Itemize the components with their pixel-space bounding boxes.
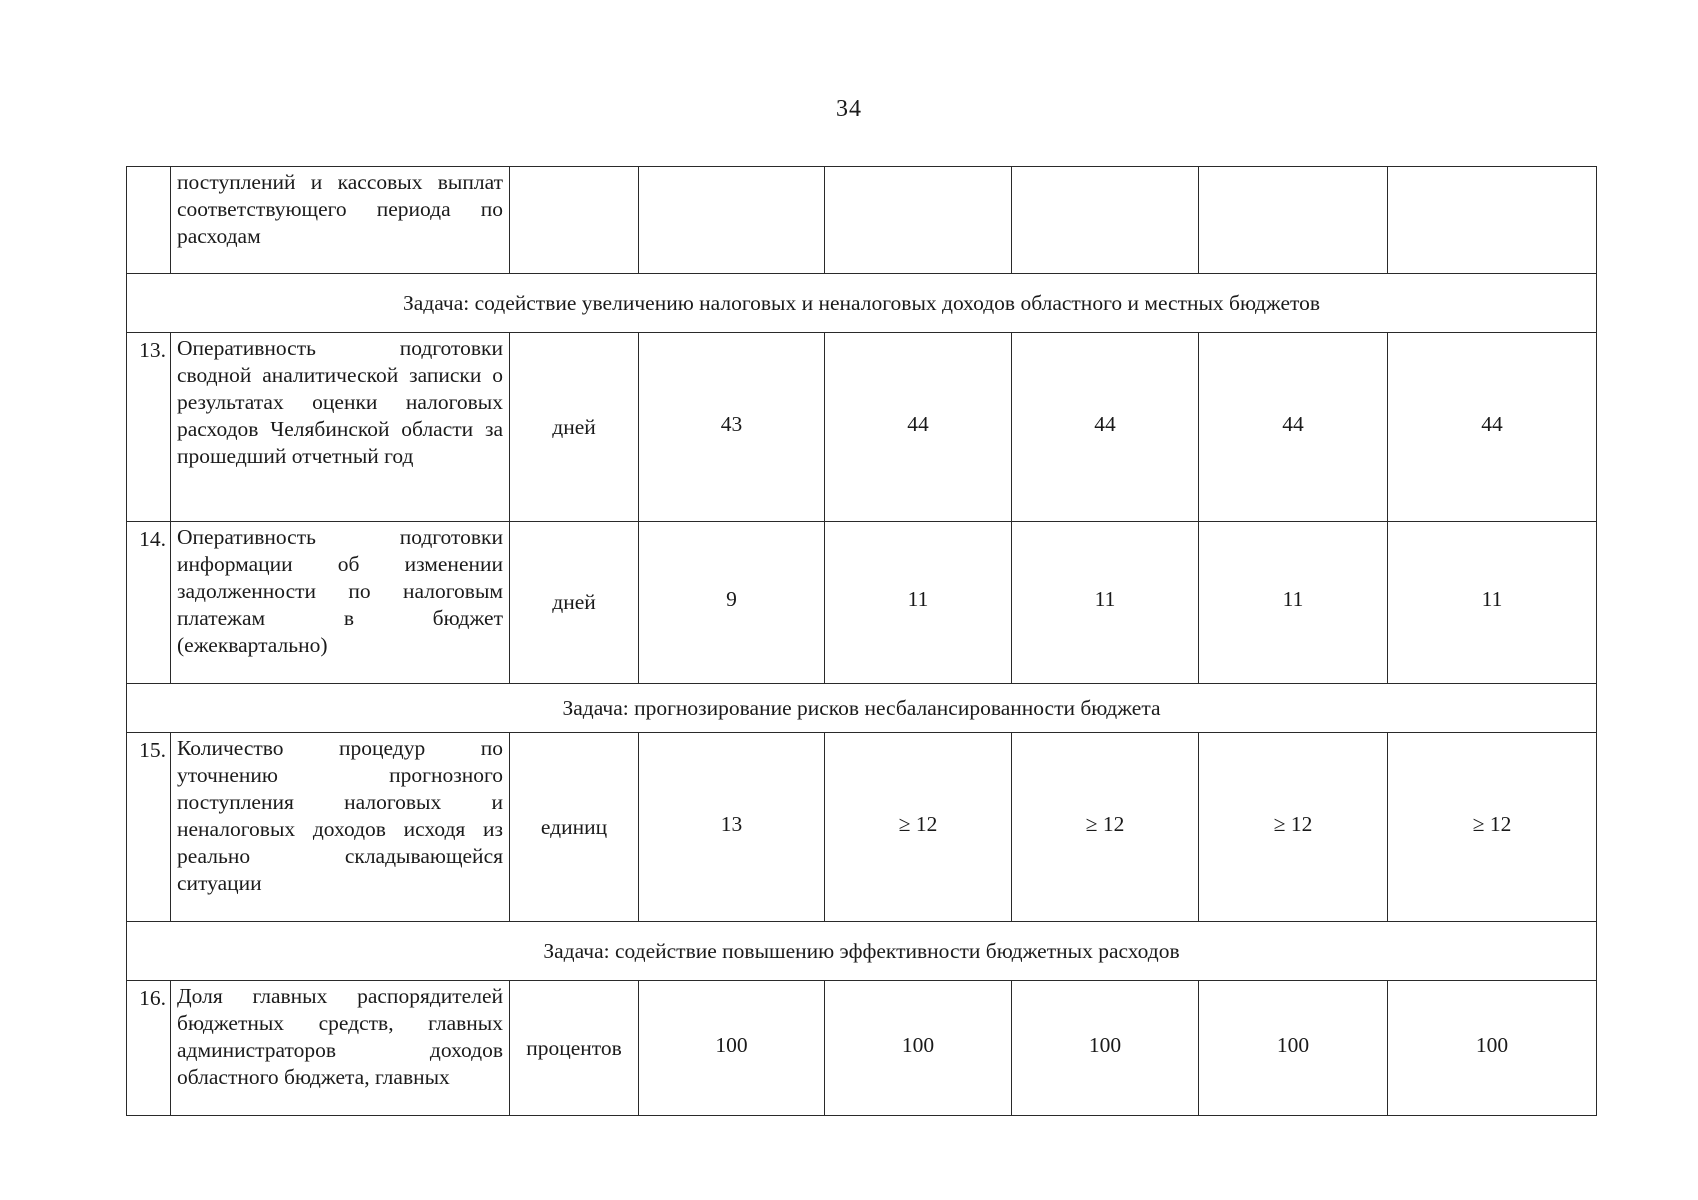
value-cell: 44 (1199, 333, 1388, 522)
value-cell: 100 (1199, 981, 1388, 1116)
value-cell: 44 (825, 333, 1012, 522)
task-row (127, 922, 1597, 981)
table-row (127, 522, 1597, 684)
value-cell (825, 167, 1012, 274)
page-number: 34 (836, 96, 862, 122)
value-cell (1388, 167, 1597, 274)
task-row (127, 274, 1597, 333)
value-cell: ≥ 12 (825, 733, 1012, 922)
table-row (127, 981, 1597, 1116)
value-cell: 100 (1388, 981, 1597, 1116)
value-cell: 44 (1388, 333, 1597, 522)
value-cell: ≥ 12 (1199, 733, 1388, 922)
value-cell: ≥ 12 (1012, 733, 1199, 922)
value-cell: 13 (639, 733, 825, 922)
indicators-table (126, 166, 1597, 1116)
indicator-name: поступлений и кассовых выплат соответствующего периода по расходам (171, 167, 510, 274)
table-row (127, 733, 1597, 922)
unit-cell: процентов (510, 981, 639, 1116)
task-heading: Задача: прогнозирование рисков несбалансированности бюджета (127, 684, 1597, 733)
row-number (127, 167, 171, 274)
table-row (127, 167, 1597, 274)
row-number: 15. (127, 733, 171, 922)
indicator-name: Оперативность подготовки информации об изменении задолженности по налоговым платежам в бюджет (ежеквартально) (171, 522, 510, 684)
value-cell (1199, 167, 1388, 274)
unit-cell (510, 167, 639, 274)
value-cell: ≥ 12 (1388, 733, 1597, 922)
value-cell (1012, 167, 1199, 274)
unit-cell: дней (510, 522, 639, 684)
row-number: 13. (127, 333, 171, 522)
indicator-name: Количество процедур по уточнению прогнозного поступления налоговых и неналоговых доходов исходя из реально складывающейся ситуации (171, 733, 510, 922)
unit-cell: единиц (510, 733, 639, 922)
row-number: 14. (127, 522, 171, 684)
indicator-name: Доля главных распорядителей бюджетных средств, главных администраторов доходов областного бюджета, главных (171, 981, 510, 1116)
indicator-name: Оперативность подготовки сводной аналитической записки о результатах оценки налоговых расходов Челябинской области за прошедший отчетный год (171, 333, 510, 522)
table-row (127, 333, 1597, 522)
value-cell: 9 (639, 522, 825, 684)
task-heading: Задача: содействие повышению эффективности бюджетных расходов (127, 922, 1597, 981)
task-heading: Задача: содействие увеличению налоговых и неналоговых доходов областного и местных бюджетов (127, 274, 1597, 333)
value-cell: 100 (1012, 981, 1199, 1116)
value-cell: 43 (639, 333, 825, 522)
value-cell: 44 (1012, 333, 1199, 522)
row-number: 16. (127, 981, 171, 1116)
task-row (127, 684, 1597, 733)
value-cell (639, 167, 825, 274)
value-cell: 100 (825, 981, 1012, 1116)
value-cell: 11 (1199, 522, 1388, 684)
value-cell: 11 (1388, 522, 1597, 684)
value-cell: 11 (825, 522, 1012, 684)
unit-cell: дней (510, 333, 639, 522)
value-cell: 100 (639, 981, 825, 1116)
value-cell: 11 (1012, 522, 1199, 684)
